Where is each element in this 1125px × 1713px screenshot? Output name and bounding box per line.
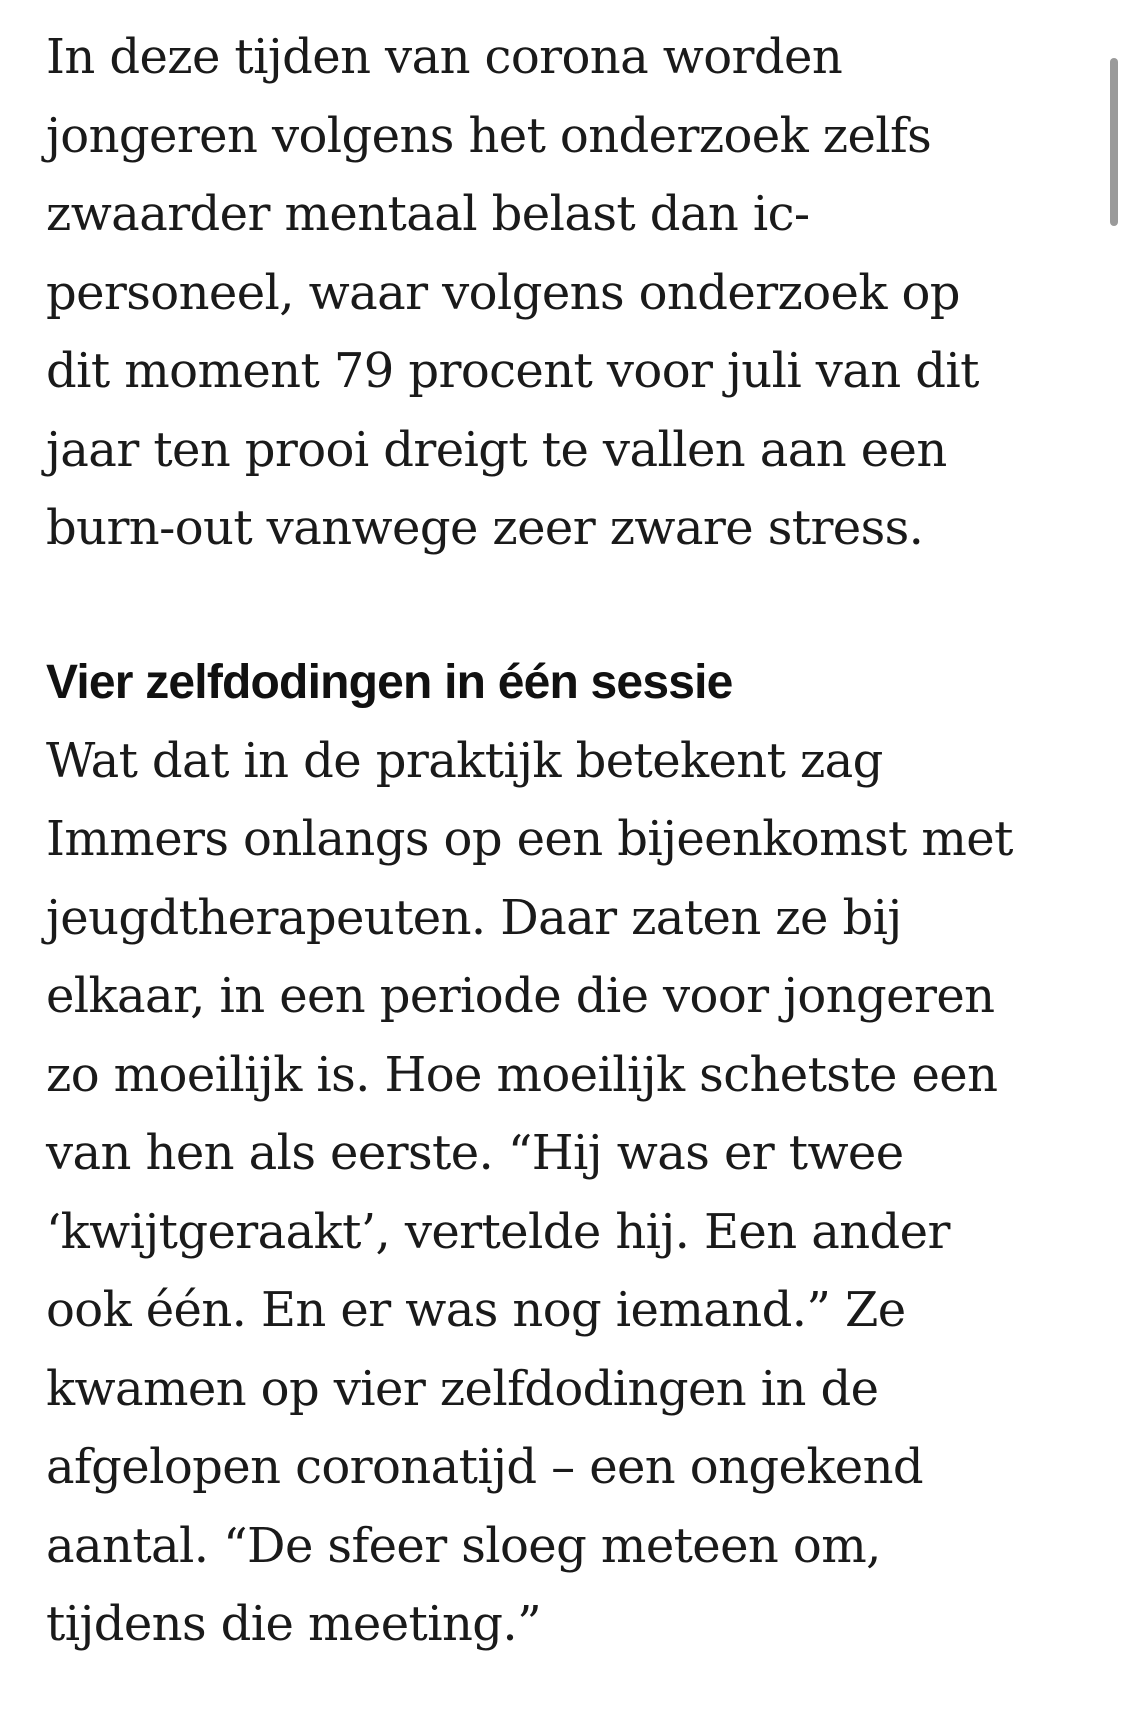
text-line: ook één. En er was nog iemand.” Ze: [46, 1282, 906, 1338]
text-line: kwamen op vier zelfdodingen in de: [46, 1360, 879, 1417]
text-line: dit moment 79 procent voor juli van dit: [46, 343, 979, 399]
text-line: burn-out vanwege zeer zware stress.: [46, 500, 924, 556]
text-line: In deze tijden van corona worden: [46, 29, 843, 85]
section-heading: Vier zelfdodingen in één sessie: [46, 655, 733, 709]
paragraph-body: [46, 722, 1086, 1664]
text-line: van hen als eerste. “Hij was er twee: [46, 1125, 904, 1181]
text-line: Immers onlangs op een bijeenkomst met: [46, 811, 1013, 867]
text-line: Wat dat in de praktijk betekent zag: [46, 732, 883, 789]
text-line: zo moeilijk is. Hoe moeilijk schetste een: [46, 1046, 998, 1103]
paragraph-spacer: [46, 568, 1086, 644]
text-line: jeugdtherapeuten. Daar zaten ze bij: [46, 889, 902, 946]
text-line: jongeren volgens het onderzoek zelfs: [46, 107, 932, 164]
text-line: afgelopen coronatijd – een ongekend: [46, 1439, 924, 1495]
text-line: aantal. “De sfeer sloeg meteen om,: [46, 1517, 881, 1574]
text-line: elkaar, in een periode die voor jongeren: [46, 968, 995, 1024]
scrollbar-thumb[interactable]: [1110, 58, 1118, 226]
text-line: jaar ten prooi dreigt te vallen aan een: [46, 421, 947, 478]
text-line: zwaarder mentaal belast dan ic-: [46, 186, 810, 242]
text-line: ‘kwijtgeraakt’, vertelde hij. Een ander: [46, 1203, 950, 1260]
paragraph-intro: [46, 18, 1086, 568]
text-line: tijdens die meeting.”: [46, 1596, 542, 1652]
text-line: personeel, waar volgens onderzoek op: [46, 264, 960, 321]
article-body: [46, 18, 1086, 1664]
